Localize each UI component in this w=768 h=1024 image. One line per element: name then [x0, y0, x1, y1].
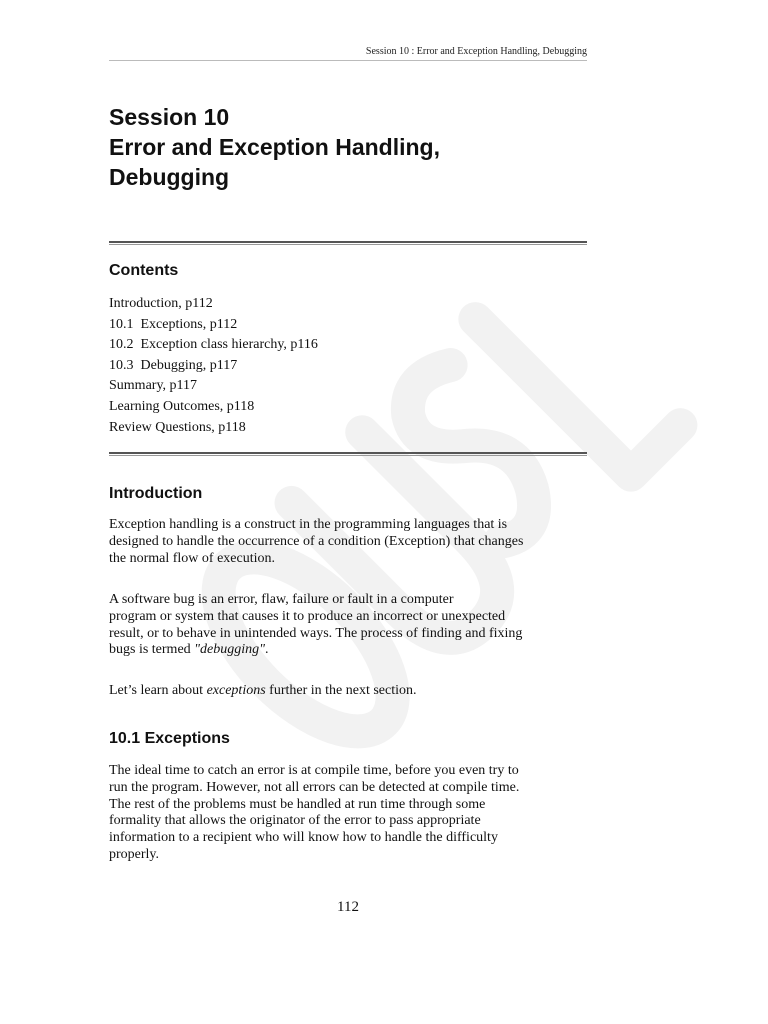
exceptions-term: exceptions: [206, 683, 266, 698]
text-run: further in the next section.: [265, 683, 417, 698]
paragraph-line: The ideal time to catch an error is at compile time, before you even try to: [109, 763, 519, 778]
paragraph-line: The rest of the problems must be handled at run time through some: [109, 796, 486, 812]
running-header: Session 10 : Error and Exception Handling, Debugging: [365, 46, 587, 57]
paragraph-line: A software bug is an error, flaw, failure or fault in a computer: [109, 592, 454, 607]
paragraph-line: [109, 642, 579, 659]
session-title-line-2: Error and Exception Handling,: [109, 134, 440, 160]
text-run: bugs is termed: [109, 642, 195, 658]
debugging-term: "debugging": [194, 642, 266, 658]
toc-item[interactable]: Review Questions, p118: [109, 419, 246, 435]
section-divider: [109, 452, 587, 454]
text-run: Let’s learn about: [109, 683, 207, 698]
paragraph-line: information to a recipient who will know how to handle the difficulty: [109, 830, 498, 846]
text-run: .: [265, 642, 269, 658]
toc-item[interactable]: 10.1 Exceptions, p112: [109, 316, 238, 332]
introduction-paragraph-3: [109, 683, 579, 700]
session-title-line-1: Session 10: [109, 104, 230, 130]
paragraph-line: run the program. However, not all errors can be detected at compile time.: [109, 779, 520, 795]
toc-item[interactable]: 10.2 Exception class hierarchy, p116: [109, 337, 318, 353]
introduction-paragraph-2: [109, 592, 579, 659]
toc-item[interactable]: Learning Outcomes, p118: [109, 398, 255, 414]
paragraph-line: [109, 683, 579, 700]
paragraph-line: the normal flow of execution.: [109, 550, 276, 566]
table-of-contents: [109, 294, 509, 438]
introduction-heading: Introduction: [109, 485, 203, 502]
paragraph-line: Exception handling is a construct in the programming languages that is: [109, 517, 508, 532]
header-rule: [109, 60, 587, 61]
session-title-line-3: Debugging: [109, 164, 230, 190]
contents-heading: Contents: [109, 262, 179, 279]
paragraph-line: program or system that causes it to produce an incorrect or unexpected: [109, 608, 506, 624]
paragraph-line: formality that allows the originator of the error to pass appropriate: [109, 813, 481, 829]
introduction-paragraph-1: [109, 517, 579, 567]
paragraph-line: result, or to behave in unintended ways. The process of finding and fixing: [109, 625, 523, 641]
section-divider: [109, 241, 587, 243]
paragraph-line: designed to handle the occurrence of a condition (Exception) that changes: [109, 533, 524, 549]
session-title: [109, 102, 589, 192]
toc-item[interactable]: 10.3 Debugging, p117: [109, 357, 238, 373]
exceptions-paragraph-1: [109, 763, 579, 864]
paragraph-line: properly.: [109, 846, 160, 862]
toc-item[interactable]: Introduction, p112: [109, 296, 213, 311]
exceptions-heading: 10.1 Exceptions: [109, 730, 230, 747]
page-number: 112: [337, 899, 359, 915]
toc-item[interactable]: Summary, p117: [109, 378, 198, 394]
